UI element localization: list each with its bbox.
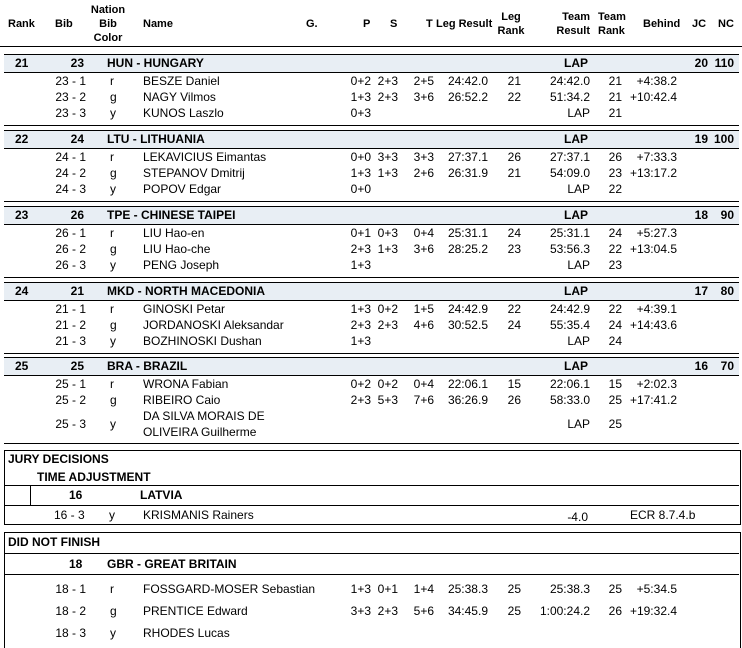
team-result: 1:00:24.2 — [539, 604, 590, 618]
header-leg-rank: Rank — [497, 25, 525, 37]
athlete-name: RHODES Lucas — [143, 626, 230, 640]
total-shooting: 3+3 — [413, 150, 434, 164]
header-team-result: Result — [556, 25, 590, 37]
header-leg-result: Leg Result — [436, 18, 493, 30]
leg-result: 34:45.9 — [447, 604, 488, 618]
athlete-name: GINOSKI Petar — [143, 302, 226, 316]
header-g: G. — [306, 18, 318, 30]
team-nc: 80 — [720, 284, 734, 298]
leg-rank: 24 — [507, 226, 521, 240]
leg-bib: 23 - 3 — [55, 106, 86, 120]
prone-shooting: 1+3 — [350, 90, 371, 104]
leg-bib: 24 - 2 — [55, 166, 86, 180]
athlete-name: POPOV Edgar — [143, 182, 222, 196]
header-bib: Bib — [55, 18, 73, 30]
prone-shooting: 1+3 — [350, 258, 371, 272]
leg-bib: 25 - 1 — [55, 377, 86, 391]
behind-time: +4:39.1 — [636, 302, 677, 316]
prone-shooting: 0+3 — [350, 106, 371, 120]
standing-shooting: 2+3 — [377, 90, 398, 104]
leg-bib-color: y — [110, 258, 116, 272]
leg-bib-color: y — [110, 182, 116, 196]
total-shooting: 4+6 — [413, 318, 434, 332]
divider — [4, 353, 739, 354]
prone-shooting: 1+3 — [350, 166, 371, 180]
leg-result: 24:42.9 — [447, 302, 488, 316]
athlete-name: LEKAVICIUS Eimantas — [143, 150, 267, 164]
header-leg: Leg — [501, 11, 521, 23]
team-rank: 26 — [608, 604, 622, 618]
team-rank: 21 — [608, 74, 622, 88]
jury-subtitle: TIME ADJUSTMENT — [37, 470, 151, 484]
team-result: 51:34.2 — [549, 90, 590, 104]
leg-rank: 25 — [507, 582, 521, 596]
team-final-result: LAP — [564, 284, 588, 298]
standing-shooting: 0+2 — [377, 302, 398, 316]
team-result: 24:42.9 — [549, 302, 590, 316]
total-shooting: 7+6 — [413, 393, 434, 407]
leg-rank: 23 — [507, 242, 521, 256]
athlete-name-line-1: DA SILVA MORAIS DE — [143, 409, 265, 423]
divider — [30, 486, 31, 505]
prone-shooting: 0+0 — [350, 150, 371, 164]
athlete-name: KUNOS Laszlo — [143, 106, 224, 120]
leg-result: 26:52.2 — [447, 90, 488, 104]
team-result: LAP — [567, 106, 590, 120]
behind-time: +7:33.3 — [636, 150, 677, 164]
leg-rank: 22 — [507, 302, 521, 316]
total-shooting: 1+4 — [413, 582, 434, 596]
team-rank: 22 — [608, 182, 622, 196]
team-nc: 110 — [714, 56, 734, 70]
divider — [4, 485, 739, 486]
leg-rank: 21 — [507, 74, 521, 88]
team-rank: 22 — [608, 302, 622, 316]
leg-result: 30:52.5 — [447, 318, 488, 332]
header-name: Name — [143, 18, 173, 30]
athlete-name: WRONA Fabian — [143, 377, 229, 391]
header-s: S — [390, 18, 398, 30]
header-team-2: Team — [598, 11, 626, 23]
total-shooting: 2+5 — [413, 74, 434, 88]
team-result: 55:35.4 — [549, 318, 590, 332]
athlete-name-line-2: OLIVEIRA Guilherme — [143, 425, 257, 439]
leg-result: 28:25.2 — [447, 242, 488, 256]
standing-shooting: 0+3 — [377, 226, 398, 240]
leg-bib-color: r — [110, 302, 114, 316]
team-result: LAP — [567, 182, 590, 196]
leg-bib: 26 - 2 — [55, 242, 86, 256]
team-nation: MKD - NORTH MACEDONIA — [107, 284, 265, 298]
behind-time: +5:27.3 — [636, 226, 677, 240]
athlete-name: STEPANOV Dmitrij — [143, 166, 245, 180]
team-rank: 21 — [608, 106, 622, 120]
leg-bib-color: r — [110, 150, 114, 164]
dnf-bib: 18 — [69, 557, 83, 571]
team-bib: 26 — [70, 208, 84, 222]
team-rank-cell: 24 — [15, 284, 29, 298]
leg-bib-color: y — [110, 334, 116, 348]
athlete-name: PRENTICE Edward — [143, 604, 248, 618]
standing-shooting: 0+1 — [377, 582, 398, 596]
leg-bib: 18 - 3 — [55, 626, 86, 640]
prone-shooting: 1+3 — [350, 582, 371, 596]
team-rank: 25 — [608, 417, 622, 431]
standing-shooting: 3+3 — [377, 150, 398, 164]
divider — [4, 277, 739, 278]
header-team: Team — [562, 11, 590, 23]
team-jc: 17 — [694, 284, 708, 298]
team-result: 25:31.1 — [549, 226, 590, 240]
standing-shooting: 0+2 — [377, 377, 398, 391]
team-rank: 24 — [608, 318, 622, 332]
divider — [4, 443, 739, 444]
team-rank: 21 — [608, 90, 622, 104]
leg-bib-color: g — [110, 393, 117, 407]
header-jc: JC — [692, 18, 707, 30]
prone-shooting: 0+0 — [350, 182, 371, 196]
dnf-nation: GBR - GREAT BRITAIN — [107, 557, 237, 571]
dnf-title: DID NOT FINISH — [8, 535, 100, 549]
leg-bib-color: y — [110, 626, 116, 640]
behind-time: +10:42.4 — [629, 90, 677, 104]
leg-bib: 21 - 2 — [55, 318, 86, 332]
leg-result: 22:06.1 — [447, 377, 488, 391]
team-result: 27:37.1 — [549, 150, 590, 164]
athlete-name: FOSSGARD-MOSER Sebastian — [143, 582, 316, 596]
athlete-name: RIBEIRO Caio — [143, 393, 221, 407]
team-jc: 18 — [694, 208, 708, 222]
leg-bib-color: g — [110, 166, 117, 180]
prone-shooting: 0+1 — [350, 226, 371, 240]
team-bib: 21 — [70, 284, 84, 298]
header-team-rank: Rank — [598, 25, 625, 37]
leg-bib: 25 - 2 — [55, 393, 86, 407]
leg-bib-color: g — [110, 604, 117, 618]
standing-shooting: 2+3 — [377, 74, 398, 88]
prone-shooting: 2+3 — [350, 242, 371, 256]
prone-shooting: 1+3 — [350, 302, 371, 316]
team-rank: 23 — [608, 166, 622, 180]
team-result: 58:33.0 — [549, 393, 590, 407]
header-rank: Rank — [8, 18, 35, 30]
team-rank: 24 — [608, 334, 622, 348]
jury-row-color: y — [109, 508, 115, 522]
leg-bib-color: y — [110, 417, 116, 431]
leg-rank: 22 — [507, 90, 521, 104]
total-shooting: 2+6 — [413, 166, 434, 180]
athlete-name: LIU Hao-en — [143, 226, 205, 240]
leg-bib: 25 - 3 — [55, 417, 86, 431]
team-rank: 22 — [608, 242, 622, 256]
leg-rank: 26 — [507, 393, 521, 407]
athlete-name: PENG Joseph — [143, 258, 220, 272]
total-shooting: 3+6 — [413, 242, 434, 256]
team-rank: 15 — [608, 377, 622, 391]
team-result: 54:09.0 — [549, 166, 590, 180]
leg-result: 25:38.3 — [447, 582, 488, 596]
behind-time: +19:32.4 — [629, 604, 677, 618]
behind-time: +13:17.2 — [629, 166, 677, 180]
total-shooting: 1+5 — [413, 302, 434, 316]
team-rank: 26 — [608, 150, 622, 164]
jury-bib: 16 — [69, 488, 83, 502]
athlete-name: BESZE Daniel — [143, 74, 220, 88]
team-jc: 16 — [694, 359, 708, 373]
leg-rank: 21 — [507, 166, 521, 180]
table-header — [0, 0, 742, 47]
team-nation: BRA - BRAZIL — [107, 359, 188, 373]
team-bib: 25 — [70, 359, 84, 373]
prone-shooting: 2+3 — [350, 318, 371, 332]
header-nation: Nation — [90, 4, 126, 16]
header-p: P — [363, 18, 371, 30]
divider — [4, 125, 739, 126]
team-rank: 23 — [608, 258, 622, 272]
team-final-result: LAP — [564, 132, 588, 146]
prone-shooting: 0+2 — [350, 377, 371, 391]
leg-result: 27:37.1 — [447, 150, 488, 164]
leg-bib: 24 - 3 — [55, 182, 86, 196]
divider — [4, 553, 739, 554]
team-nation: HUN - HUNGARY — [107, 56, 204, 70]
team-bib: 23 — [70, 56, 84, 70]
prone-shooting: 3+3 — [350, 604, 371, 618]
leg-rank: 24 — [507, 318, 521, 332]
athlete-name: BOZHINOSKI Dushan — [143, 334, 262, 348]
jury-row-name: KRISMANIS Rainers — [143, 508, 254, 522]
behind-time: +13:04.5 — [629, 242, 677, 256]
standing-shooting: 2+3 — [377, 604, 398, 618]
prone-shooting: 2+3 — [350, 393, 371, 407]
team-nation: LTU - LITHUANIA — [107, 132, 205, 146]
leg-bib: 21 - 1 — [55, 302, 86, 316]
standing-shooting: 1+3 — [377, 242, 398, 256]
total-shooting: 3+6 — [413, 90, 434, 104]
team-result: 25:38.3 — [549, 582, 590, 596]
standing-shooting: 5+3 — [377, 393, 398, 407]
header-color: Color — [93, 32, 123, 44]
team-final-result: LAP — [564, 359, 588, 373]
leg-bib-color: g — [110, 90, 117, 104]
team-result: 53:56.3 — [549, 242, 590, 256]
behind-time: +2:02.3 — [636, 377, 677, 391]
team-final-result: LAP — [564, 56, 588, 70]
team-rank-cell: 25 — [15, 359, 29, 373]
athlete-name: NAGY Vilmos — [143, 90, 216, 104]
header-behind: Behind — [643, 18, 681, 30]
prone-shooting: 0+2 — [350, 74, 371, 88]
leg-bib: 24 - 1 — [55, 150, 86, 164]
prone-shooting: 1+3 — [350, 334, 371, 348]
leg-bib: 18 - 2 — [55, 604, 86, 618]
leg-bib-color: r — [110, 582, 114, 596]
leg-bib: 18 - 1 — [55, 582, 86, 596]
total-shooting: 5+6 — [413, 604, 434, 618]
leg-rank: 15 — [507, 377, 521, 391]
jury-title: JURY DECISIONS — [8, 452, 109, 466]
team-rank: 25 — [608, 582, 622, 596]
behind-time: +5:34.5 — [636, 582, 677, 596]
leg-result: 25:31.1 — [447, 226, 488, 240]
leg-rank: 25 — [507, 604, 521, 618]
jury-row-bib: 16 - 3 — [54, 508, 85, 522]
leg-bib-color: g — [110, 318, 117, 332]
header-nc: NC — [718, 18, 734, 30]
leg-rank: 26 — [507, 150, 521, 164]
team-result: LAP — [567, 258, 590, 272]
team-rank-cell: 21 — [15, 56, 29, 70]
leg-bib: 26 - 1 — [55, 226, 86, 240]
header-nation-bib: Bib — [99, 18, 117, 30]
standing-shooting: 2+3 — [377, 318, 398, 332]
leg-bib: 23 - 2 — [55, 90, 86, 104]
team-nation: TPE - CHINESE TAIPEI — [107, 208, 236, 222]
leg-result: 36:26.9 — [447, 393, 488, 407]
leg-bib-color: r — [110, 74, 114, 88]
leg-result: 26:31.9 — [447, 166, 488, 180]
team-nc: 100 — [713, 132, 734, 146]
divider — [4, 201, 739, 202]
leg-bib-color: y — [110, 106, 116, 120]
team-rank-cell: 22 — [15, 132, 29, 146]
jury-row-rule: ECR 8.7.4.b — [630, 508, 696, 522]
team-nc: 70 — [720, 359, 734, 373]
standing-shooting: 1+3 — [377, 166, 398, 180]
divider — [4, 574, 739, 575]
leg-bib-color: r — [110, 377, 114, 391]
team-result: LAP — [567, 334, 590, 348]
leg-bib: 23 - 1 — [55, 74, 86, 88]
athlete-name: JORDANOSKI Aleksandar — [143, 318, 284, 332]
behind-time: +14:43.6 — [629, 318, 677, 332]
team-jc: 19 — [694, 132, 708, 146]
team-nc: 90 — [720, 208, 734, 222]
team-result: 24:42.0 — [549, 74, 590, 88]
team-rank: 24 — [608, 226, 622, 240]
behind-time: +17:41.2 — [629, 393, 677, 407]
jury-row-adjustment: -4.0 — [567, 510, 588, 524]
leg-bib: 21 - 3 — [55, 334, 86, 348]
total-shooting: 0+4 — [413, 377, 434, 391]
total-shooting: 0+4 — [413, 226, 434, 240]
team-bib: 24 — [70, 132, 84, 146]
team-final-result: LAP — [564, 208, 588, 222]
team-rank-cell: 23 — [15, 208, 29, 222]
athlete-name: LIU Hao-che — [143, 242, 211, 256]
leg-bib: 26 - 3 — [55, 258, 86, 272]
divider — [4, 505, 739, 506]
leg-bib-color: r — [110, 226, 114, 240]
behind-time: +4:38.2 — [636, 74, 677, 88]
leg-bib-color: g — [110, 242, 117, 256]
team-result: 22:06.1 — [549, 377, 590, 391]
team-rank: 25 — [608, 393, 622, 407]
header-t: T — [426, 18, 433, 30]
leg-result: 24:42.0 — [447, 74, 488, 88]
team-result: LAP — [567, 417, 590, 431]
jury-nation: LATVIA — [140, 488, 183, 502]
team-jc: 20 — [694, 56, 708, 70]
